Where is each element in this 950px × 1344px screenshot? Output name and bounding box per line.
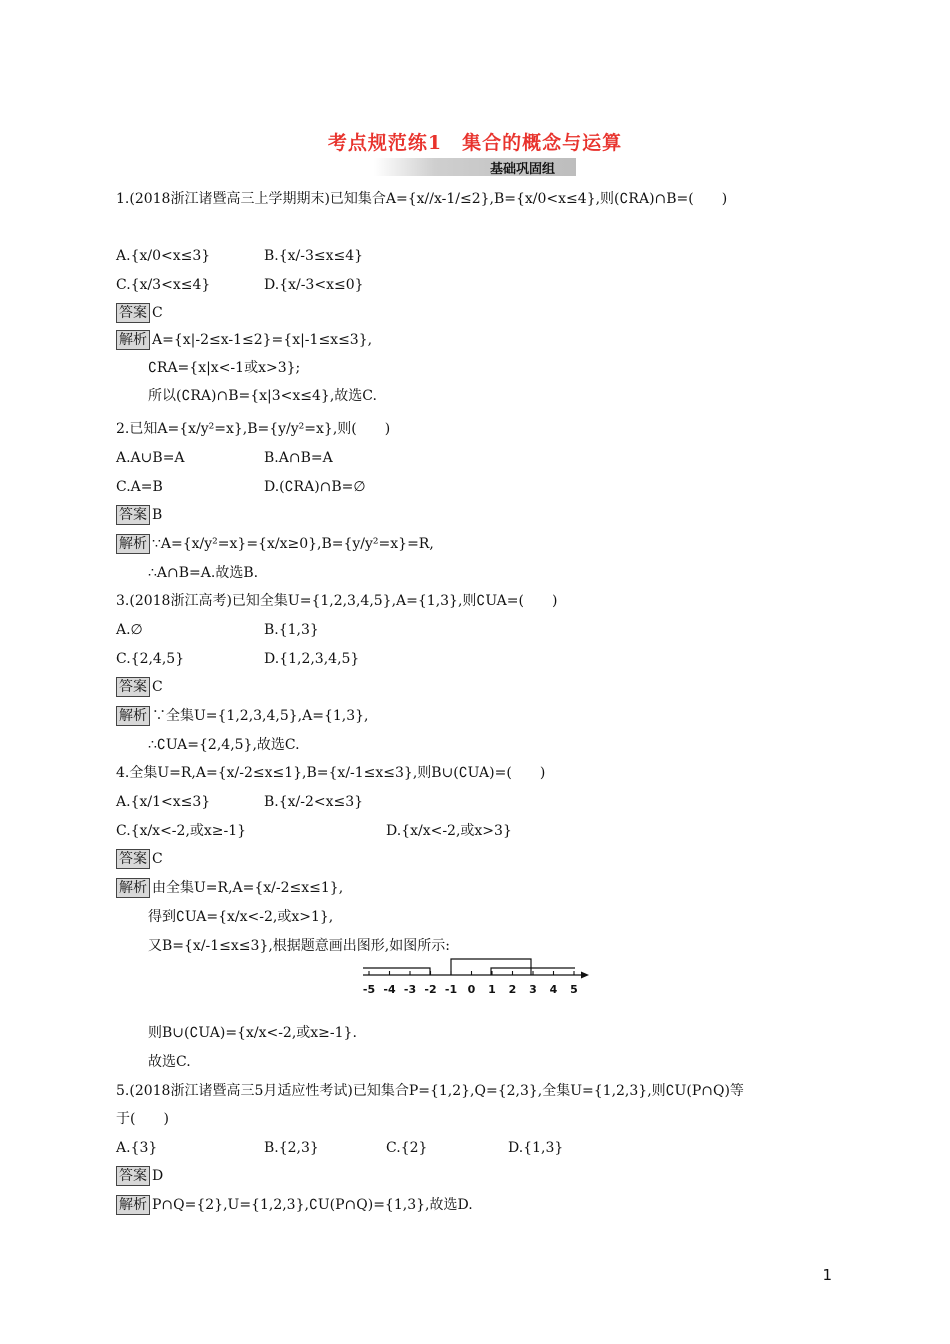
question-1-stem: 1.(2018浙江诸暨高三上学期期末)已知集合A={x//x-1/≤2},B={x/0<x≤4},则(∁RA)∩B=( ) <box>116 191 728 207</box>
answer-tag: 答案 <box>116 1166 150 1186</box>
q3-option-d: D.{1,2,3,4,5} <box>264 651 360 667</box>
q1-analysis-row <box>116 330 372 350</box>
q2-answer-row <box>116 505 162 525</box>
number-line-arrow <box>581 972 589 979</box>
number-line-tick-label: 4 <box>549 983 558 996</box>
q1-answer: C <box>152 305 163 321</box>
analysis-tag: 解析 <box>116 1195 150 1215</box>
number-line-tick-label: 1 <box>488 983 496 996</box>
number-line-tick-label: -4 <box>383 983 396 996</box>
q5-analysis-row <box>116 1195 473 1215</box>
q2-analysis-2: ∴A∩B=A.故选B. <box>148 565 259 581</box>
q3-analysis-row <box>116 706 369 726</box>
number-line-tick-label: 0 <box>467 983 476 996</box>
question-2-stem: 2.已知A={x/y²=x},B={y/y²=x},则( ) <box>116 421 391 437</box>
analysis-tag: 解析 <box>116 878 150 898</box>
q4-analysis-row <box>116 878 343 898</box>
question-3-stem: 3.(2018浙江高考)已知全集U={1,2,3,4,5},A={1,3},则∁UA=( ) <box>116 593 558 609</box>
q1-option-d: D.{x/-3<x≤0} <box>264 277 364 293</box>
q1-analysis-3: 所以(∁RA)∩B={x|3<x≤4},故选C. <box>148 388 377 404</box>
q4-analysis-2: 得到∁UA={x/x<-2,或x>1}, <box>148 909 334 925</box>
analysis-tag: 解析 <box>116 330 150 350</box>
q2-option-a: A.A∪B=A <box>116 450 185 466</box>
q4-option-b: B.{x/-2<x≤3} <box>264 794 364 810</box>
q5-option-b: B.{2,3} <box>264 1140 319 1156</box>
question-5-stem-1: 5.(2018浙江诸暨高三5月适应性考试)已知集合P={1,2},Q={2,3},全集U={1,2,3},则∁U(P∩Q)等 <box>116 1083 744 1099</box>
answer-tag: 答案 <box>116 303 150 323</box>
number-line-tick-label: 3 <box>529 983 537 996</box>
q5-option-a: A.{3} <box>116 1140 158 1156</box>
number-line-tick-label: -1 <box>444 983 458 996</box>
number-line-figure <box>355 956 595 998</box>
q1-option-c: C.{x/3<x≤4} <box>116 277 211 293</box>
q2-answer: B <box>152 507 163 523</box>
q2-analysis-1: ∵A={x/y²=x}={x/x≥0},B={y/y²=x}=R, <box>152 536 434 552</box>
number-line-tick-label: 5 <box>570 983 578 996</box>
q5-option-d: D.{1,3} <box>508 1140 564 1156</box>
q5-answer: D <box>152 1168 164 1184</box>
question-5-stem-2: 于( ) <box>116 1111 169 1127</box>
section-label: 基础巩固组 <box>490 162 556 177</box>
q3-option-a: A.∅ <box>116 622 143 638</box>
q3-answer-row <box>116 677 163 697</box>
q1-analysis-2: ∁RA={x|x<-1或x>3}; <box>148 360 301 376</box>
number-line-tick-label: -3 <box>403 983 417 996</box>
q3-analysis-2: ∴∁UA={2,4,5},故选C. <box>148 737 300 753</box>
question-4-stem: 4.全集U=R,A={x/-2≤x≤1},B={x/-1≤x≤3},则B∪(∁UA)=( ) <box>116 765 546 781</box>
q2-option-c: C.A=B <box>116 479 163 495</box>
q2-option-d: D.(∁RA)∩B=∅ <box>264 479 366 495</box>
q4-analysis-4: 则B∪(∁UA)={x/x<-2,或x≥-1}. <box>148 1025 357 1041</box>
q1-answer-row <box>116 303 163 323</box>
q4-analysis-1: 由全集U=R,A={x/-2≤x≤1}, <box>152 880 344 896</box>
answer-tag: 答案 <box>116 849 150 869</box>
complement-a-left-bracket <box>363 968 430 975</box>
q3-option-c: C.{2,4,5} <box>116 651 185 667</box>
q1-option-a: A.{x/0<x≤3} <box>116 248 211 264</box>
answer-tag: 答案 <box>116 505 150 525</box>
number-line-tick-label: 2 <box>508 983 517 996</box>
analysis-tag: 解析 <box>116 534 150 554</box>
q2-option-b: B.A∩B=A <box>264 450 333 466</box>
q4-analysis-3: 又B={x/-1≤x≤3},根据题意画出图形,如图所示: <box>148 938 450 954</box>
q1-analysis-1: A={x|-2≤x-1≤2}={x|-1≤x≤3}, <box>152 332 373 348</box>
q4-option-c: C.{x/x<-2,或x≥-1} <box>116 823 247 839</box>
q4-analysis-5: 故选C. <box>148 1054 191 1070</box>
q4-option-d: D.{x/x<-2,或x>3} <box>386 823 512 839</box>
answer-tag: 答案 <box>116 677 150 697</box>
q1-option-b: B.{x/-3≤x≤4} <box>264 248 364 264</box>
q3-answer: C <box>152 679 163 695</box>
q5-answer-row <box>116 1166 163 1186</box>
q4-answer: C <box>152 851 163 867</box>
q5-analysis-1: P∩Q={2},U={1,2,3},∁U(P∩Q)={1,3},故选D. <box>152 1197 473 1213</box>
q4-answer-row <box>116 849 163 869</box>
analysis-tag: 解析 <box>116 706 150 726</box>
number-line-tick-label: -2 <box>424 983 437 996</box>
number-line-tick-label: -5 <box>362 983 376 996</box>
q2-analysis-row <box>116 534 434 554</box>
page-number: 1 <box>822 1266 832 1284</box>
q5-option-c: C.{2} <box>386 1140 428 1156</box>
q4-option-a: A.{x/1<x≤3} <box>116 794 211 810</box>
q3-option-b: B.{1,3} <box>264 622 319 638</box>
page-title: 考点规范练1 集合的概念与运算 <box>327 132 623 154</box>
q3-analysis-1: ∵全集U={1,2,3,4,5},A={1,3}, <box>152 708 369 724</box>
